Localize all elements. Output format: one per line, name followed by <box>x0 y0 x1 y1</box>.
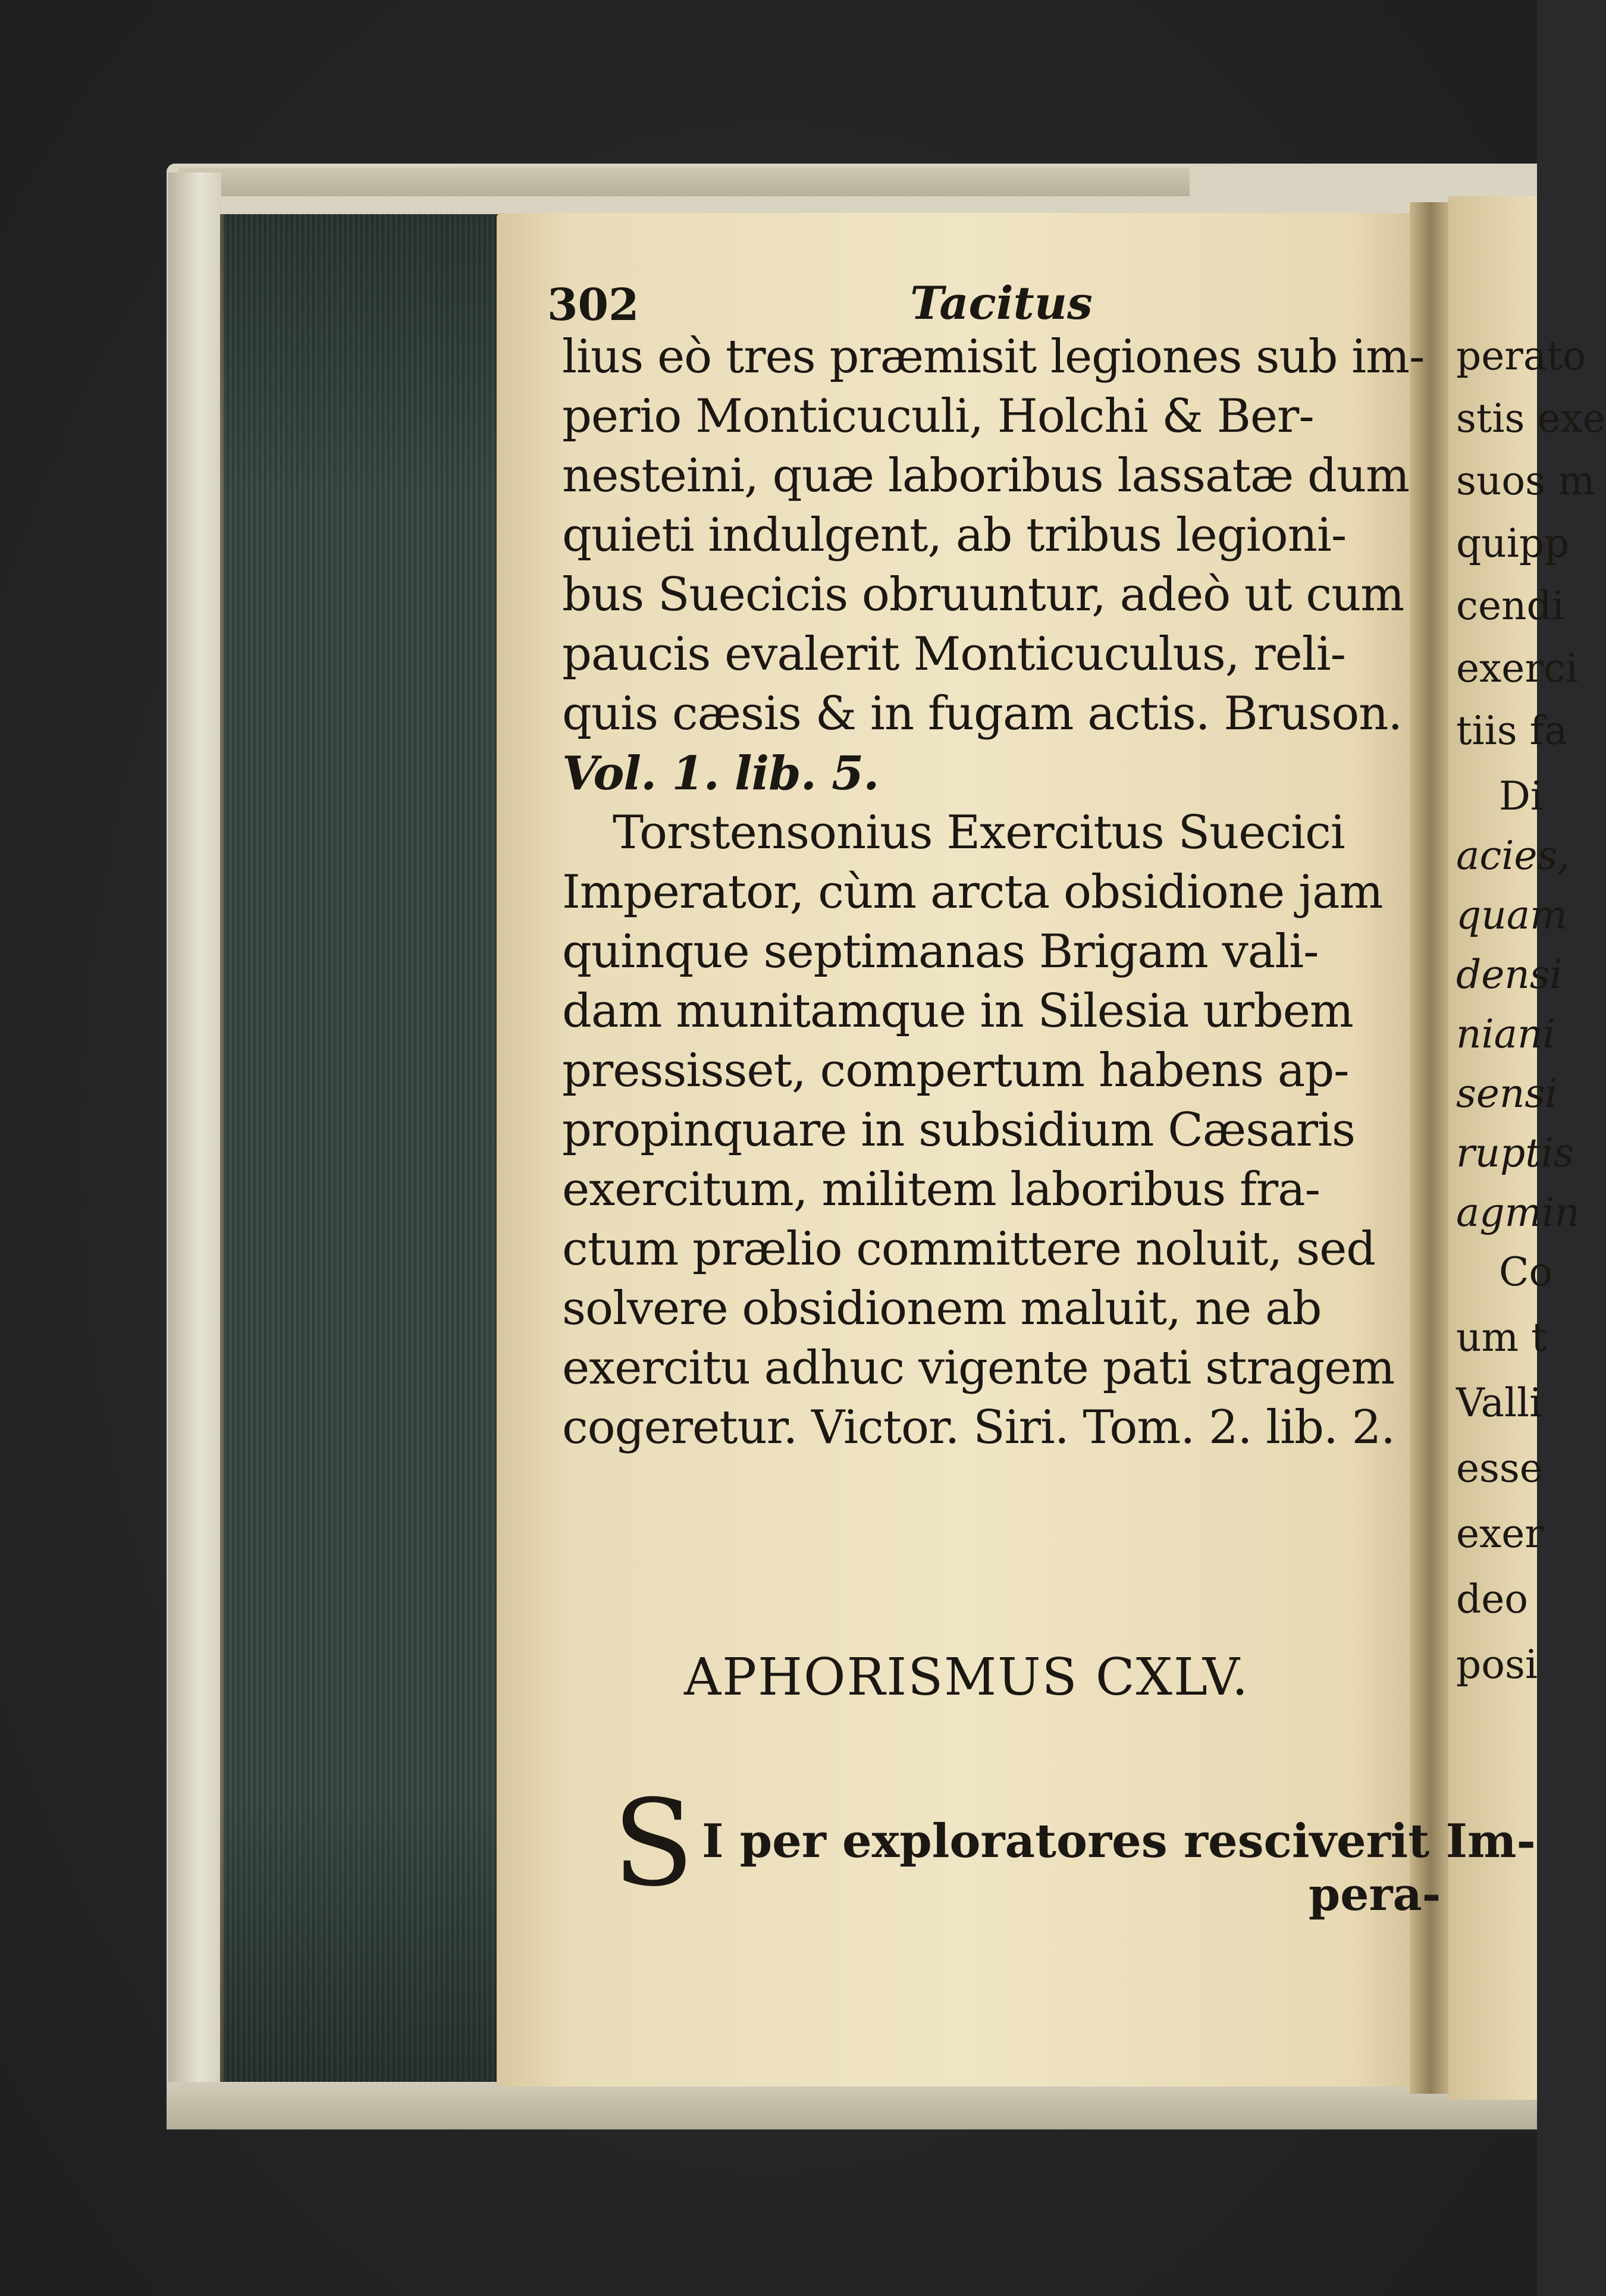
text-line: dam munitamque in Silesia urbem <box>562 984 1353 1038</box>
facing-fragment: perato <box>1456 333 1586 379</box>
facing-fragment: quipp <box>1456 520 1570 566</box>
text-line: quinque septimanas Brigam vali- <box>562 925 1319 978</box>
facing-fragment: ruptis <box>1456 1130 1574 1176</box>
text-line: cogeretur. Victor. Siri. Tom. 2. lib. 2. <box>562 1401 1395 1454</box>
facing-fragment: acies, <box>1456 833 1570 879</box>
facing-fragment: stis exe <box>1456 396 1606 441</box>
facing-fragment: quam <box>1456 892 1567 938</box>
text-line: pressisset, compertum habens ap- <box>562 1044 1349 1097</box>
text-line: nesteini, quæ laboribus lassatæ dum <box>562 449 1410 503</box>
page-number: 302 <box>547 280 639 331</box>
text-line: Vol. 1. lib. 5. <box>562 746 879 801</box>
text-line: paucis evalerit Monticuculus, reli- <box>562 628 1346 681</box>
facing-fragment: deo <box>1456 1576 1529 1622</box>
facing-fragment: tiis fa <box>1456 708 1568 754</box>
text-line: Torstensonius Exercitus Suecici <box>613 806 1345 860</box>
facing-fragment: esse <box>1456 1445 1543 1491</box>
facing-fragment: densi <box>1456 952 1563 998</box>
cover-top-edge <box>178 168 1190 196</box>
text-line: exercitu adhuc vigente pati stragem <box>562 1341 1395 1395</box>
aphorism-heading: APHORISMUS CXLV. <box>684 1648 1250 1707</box>
facing-fragment: cendi <box>1456 583 1564 629</box>
facing-fragment: exerci <box>1456 645 1578 691</box>
catchword: pera- <box>1309 1868 1441 1921</box>
text-line: solvere obsidionem maluit, ne ab <box>562 1282 1322 1335</box>
facing-fragment: agmin <box>1456 1190 1580 1235</box>
aphorism-first-line: I per exploratores resciverit Im- <box>702 1814 1536 1868</box>
text-line: quis cæsis & in fugam actis. Bruson. <box>562 687 1403 741</box>
facing-fragment: niani <box>1456 1011 1555 1057</box>
text-line: exercitum, militem laboribus fra- <box>562 1163 1320 1216</box>
facing-fragment: Co <box>1499 1249 1553 1295</box>
text-line: quieti indulgent, ab tribus legioni- <box>562 509 1347 562</box>
text-line: ctum prælio committere noluit, sed <box>562 1222 1376 1276</box>
text-line: propinquare in subsidium Cæsaris <box>562 1103 1355 1157</box>
text-line: Imperator, cùm arcta obsidione jam <box>562 865 1383 919</box>
facing-fragment: Di <box>1499 773 1544 819</box>
facing-fragment: suos m <box>1456 458 1595 504</box>
facing-fragment: Valli <box>1456 1380 1542 1426</box>
drop-cap: S <box>613 1774 695 1913</box>
facing-fragment: exer <box>1456 1511 1544 1557</box>
text-line: lius eò tres præmisit legiones sub im- <box>562 330 1425 384</box>
facing-fragment: posi <box>1456 1642 1538 1688</box>
facing-fragment: um t <box>1456 1315 1547 1360</box>
page-edges-shadow <box>220 214 541 2082</box>
cover-spine-edge <box>168 172 221 2118</box>
text-line: bus Suecicis obruuntur, adeò ut cum <box>562 568 1404 622</box>
cover-bottom-edge <box>167 2082 1537 2129</box>
running-head: Tacitus <box>910 277 1093 330</box>
text-line: perio Monticuculi, Holchi & Ber- <box>562 390 1314 443</box>
facing-fragment: sensi <box>1456 1071 1558 1116</box>
book-gutter <box>1410 202 1451 2094</box>
